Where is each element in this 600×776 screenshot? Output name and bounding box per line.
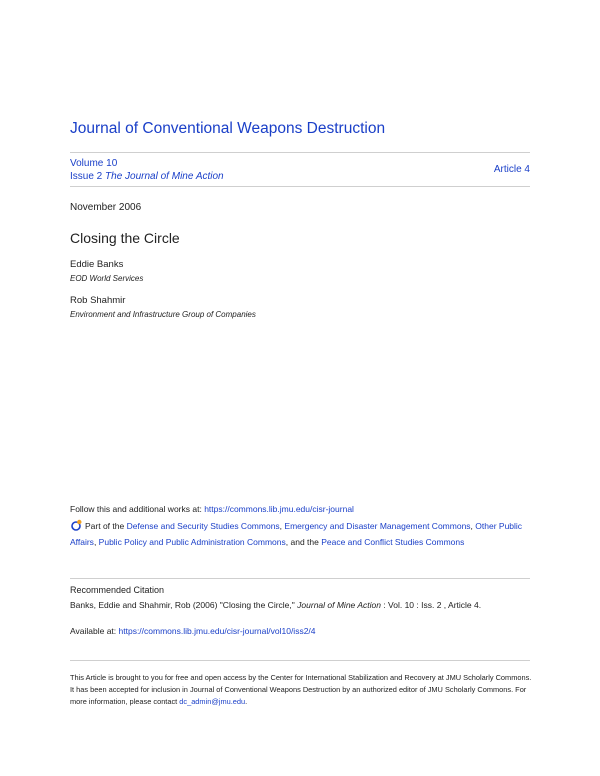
notice-rule — [70, 660, 530, 661]
journal-title-link[interactable]: Journal of Conventional Weapons Destruction — [70, 120, 386, 137]
author-name: Rob Shahmir — [70, 295, 126, 306]
author-affiliation: EOD World Services — [70, 274, 144, 283]
follow-prefix: Follow this and additional works at: — [70, 504, 205, 514]
part-of-block — [70, 518, 532, 550]
available-prefix: Available at: — [70, 626, 119, 636]
citation-text-before: Banks, Eddie and Shahmir, Rob (2006) "Closing the Circle," — [70, 600, 298, 610]
follow-link[interactable]: https://commons.lib.jmu.edu/cisr-journal — [204, 504, 354, 514]
header-top-rule — [70, 152, 530, 153]
citation-text-after: : Vol. 10 : Iss. 2 , Article 4. — [380, 600, 482, 610]
volume-link[interactable]: Volume 10 — [70, 158, 118, 169]
available-link[interactable]: https://commons.lib.jmu.edu/cisr-journal/vol10/iss2/4 — [118, 626, 316, 636]
citation-text — [70, 599, 532, 612]
separator: , — [93, 537, 99, 547]
and-text: , and the — [285, 537, 322, 547]
issue-title: The Journal of Mine Action — [105, 171, 224, 182]
other-public-affairs-link[interactable]: Other Public Affairs — [70, 521, 523, 547]
emergency-disaster-commons-link[interactable]: Emergency and Disaster Management Commons — [284, 521, 471, 531]
available-line — [70, 626, 316, 636]
follow-line — [70, 504, 354, 514]
public-policy-commons-link[interactable]: Public Policy and Public Administration Commons — [98, 537, 286, 547]
citation-heading: Recommended Citation — [70, 585, 165, 595]
publication-date: November 2006 — [70, 202, 142, 213]
access-notice — [70, 672, 532, 708]
separator: , — [279, 521, 285, 531]
creative-commons-icon — [70, 519, 82, 531]
volume-issue-block — [70, 157, 224, 183]
citation-rule — [70, 578, 530, 579]
part-of-prefix: Part of the — [85, 521, 127, 531]
article-link[interactable]: Article 4 — [493, 164, 530, 175]
issue-prefix: Issue 2 — [70, 171, 103, 182]
peace-conflict-commons-link[interactable]: Peace and Conflict Studies Commons — [321, 537, 465, 547]
author-affiliation: Environment and Infrastructure Group of Companies — [70, 310, 256, 319]
issue-link[interactable] — [70, 171, 224, 182]
header-bottom-rule — [70, 186, 530, 187]
citation-journal: Journal of Mine Action — [297, 600, 381, 610]
author-name: Eddie Banks — [70, 259, 124, 270]
separator: , — [470, 521, 476, 531]
notice-end: . — [245, 697, 248, 706]
contact-email-link[interactable]: dc_admin@jmu.edu — [179, 697, 246, 706]
defense-security-commons-link[interactable]: Defense and Security Studies Commons — [126, 521, 280, 531]
article-title: Closing the Circle — [70, 230, 180, 246]
notice-text: This Article is brought to you for free and open access by the Center for International Stabilization and Recovery at JMU Scholarly Commons. It has been accepted for inclusion in Journal of Conventional Weapons Destruction by an authorized editor of JMU Scholarly Commons. For more information, please contact — [70, 673, 532, 706]
